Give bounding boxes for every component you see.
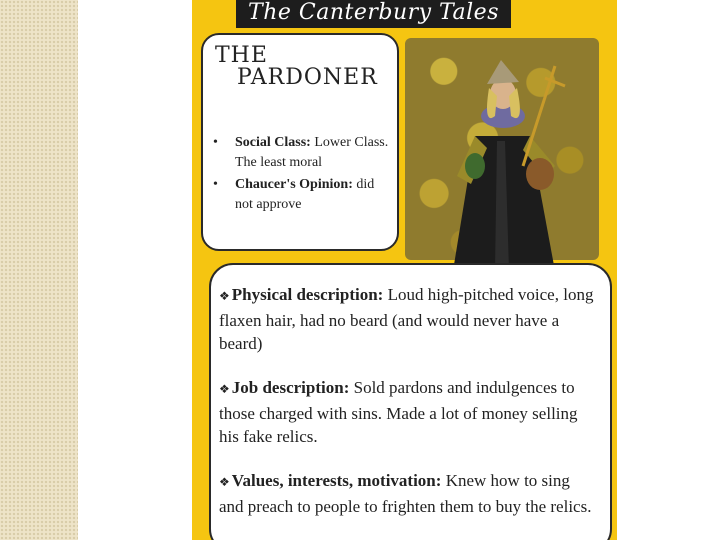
character-title (215, 45, 378, 89)
fact-label: Chaucer's Opinion: (235, 177, 353, 192)
bullet-icon: • (213, 135, 218, 150)
fact-value: Lower Class. The least moral (235, 135, 389, 170)
side-texture (0, 0, 78, 540)
fact-label: Social Class: (235, 135, 311, 150)
desc-text: Sold pardons and indulgences to those charged with sins. Made a lot of money selling his fake relics. (219, 378, 578, 446)
fact-social-class (211, 133, 391, 173)
fact-chaucer-opinion (211, 175, 391, 215)
pardoner-illustration (405, 38, 599, 260)
diamond-bullet-icon: ❖ (219, 382, 230, 396)
diamond-bullet-icon: ❖ (219, 289, 230, 303)
desc-text: Knew how to sing and preach to people to frighten them to buy the relics. (219, 471, 592, 516)
bullet-icon: • (213, 177, 218, 192)
desc-label: Job description: (231, 378, 350, 397)
values-description (219, 469, 596, 518)
character-title-line1: THE (215, 43, 268, 68)
character-info-box (201, 33, 399, 251)
physical-description (219, 283, 596, 356)
character-title-line2: PARDONER (237, 65, 378, 90)
fact-value: did not approve (235, 177, 375, 212)
diamond-bullet-icon: ❖ (219, 475, 230, 489)
description-box (209, 263, 612, 540)
job-description (219, 376, 596, 449)
desc-label: Physical description: (231, 285, 384, 304)
desc-text: Loud high-pitched voice, long flaxen hair, had no beard (and would never have a beard) (219, 285, 594, 353)
card-title-banner: The Canterbury Tales (236, 0, 511, 28)
character-facts (211, 133, 391, 217)
desc-label: Values, interests, motivation: (231, 471, 442, 490)
character-card (192, 0, 617, 540)
